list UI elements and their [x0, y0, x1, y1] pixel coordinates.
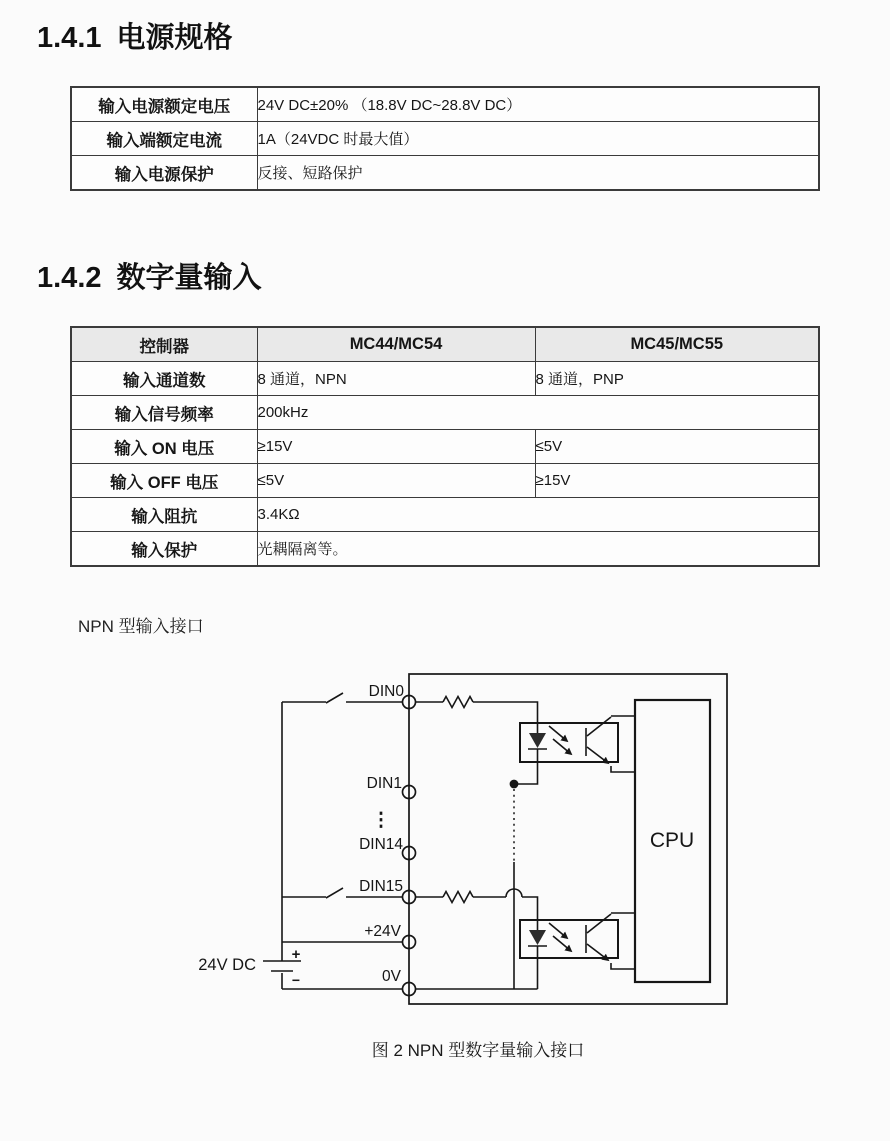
- row-label: 输入信号频率: [71, 396, 257, 430]
- row-label: 输入通道数: [71, 362, 257, 396]
- row-label: 输入 ON 电压: [71, 430, 257, 464]
- header-model-b: MC45/MC55: [535, 327, 819, 362]
- wire-din15: [522, 897, 538, 920]
- row-value: 3.4KΩ: [257, 498, 819, 532]
- wire-din0: [473, 702, 538, 723]
- wire-return: [514, 762, 538, 784]
- switch-din15: [326, 888, 343, 898]
- label-24v: +24V: [364, 923, 401, 940]
- phototransistor-collector: [587, 914, 611, 933]
- table-row: [71, 87, 819, 122]
- light-arrow: [549, 726, 567, 741]
- table-row: [71, 430, 819, 464]
- section-heading-1: [37, 21, 233, 55]
- row-value: 24V DC±20% （18.8V DC~28.8V DC）: [257, 87, 819, 122]
- figure-caption: 图 2 NPN 型数字量输入接口: [371, 1041, 585, 1060]
- section-heading-2: [37, 261, 262, 295]
- row-value-a: 8 通道，NPN: [257, 362, 535, 396]
- light-arrow: [553, 739, 571, 754]
- label-din14: DIN14: [359, 836, 403, 853]
- resistor-din15: [443, 892, 473, 903]
- battery-plus-sign: +: [291, 946, 301, 963]
- table-header-row: [71, 327, 819, 362]
- row-value-b: 8 通道，PNP: [535, 362, 819, 396]
- row-value: 反接、短路保护: [257, 156, 819, 191]
- header-controller: 控制器: [71, 327, 257, 362]
- table-row: [71, 532, 819, 567]
- power-spec-table: [70, 86, 820, 191]
- label-din15: DIN15: [359, 878, 403, 895]
- row-label: 输入阻抗: [71, 498, 257, 532]
- battery-voltage-label: 24V DC: [198, 956, 256, 974]
- battery-minus-sign: −: [291, 972, 301, 988]
- row-value-b: ≤5V: [535, 430, 819, 464]
- label-din1: DIN1: [366, 775, 402, 792]
- label-0v: 0V: [382, 968, 401, 985]
- section-title: 电源规格: [116, 22, 233, 54]
- row-label: 输入保护: [71, 532, 257, 567]
- section-number: 1.4.1: [37, 22, 102, 54]
- row-label: 输入端额定电流: [71, 122, 257, 156]
- led-triangle: [529, 930, 546, 945]
- row-value-a: ≥15V: [257, 430, 535, 464]
- ellipsis-dots: ⋮: [371, 810, 391, 831]
- table-row: [71, 156, 819, 191]
- row-value-a: ≤5V: [257, 464, 535, 498]
- phototransistor-collector: [587, 717, 611, 736]
- digital-input-table: [70, 326, 820, 567]
- row-label: 输入电源保护: [71, 156, 257, 191]
- table-row: [71, 362, 819, 396]
- row-value: 200kHz: [257, 396, 819, 430]
- junction-dot: [510, 780, 519, 789]
- npn-input-circuit-diagram: [150, 660, 750, 1020]
- row-value-b: ≥15V: [535, 464, 819, 498]
- light-arrow: [549, 923, 567, 938]
- table-row: [71, 122, 819, 156]
- light-arrow: [553, 936, 571, 951]
- table-row: [71, 498, 819, 532]
- row-label: 输入电源额定电压: [71, 87, 257, 122]
- resistor-din0: [443, 697, 473, 708]
- table-row: [71, 396, 819, 430]
- npn-interface-note: NPN 型输入接口: [78, 617, 204, 636]
- row-value: 1A（24VDC 时最大值）: [257, 122, 819, 156]
- phototransistor-emitter: [587, 747, 608, 763]
- cpu-label: CPU: [649, 829, 695, 852]
- row-value: 光耦隔离等。: [257, 532, 819, 567]
- section-number: 1.4.2: [37, 262, 102, 294]
- label-din0: DIN0: [368, 683, 404, 700]
- switch-din0: [326, 693, 343, 703]
- table-row: [71, 464, 819, 498]
- row-label: 输入 OFF 电压: [71, 464, 257, 498]
- led-triangle: [529, 733, 546, 748]
- section-title: 数字量输入: [116, 262, 262, 294]
- header-model-a: MC44/MC54: [257, 327, 535, 362]
